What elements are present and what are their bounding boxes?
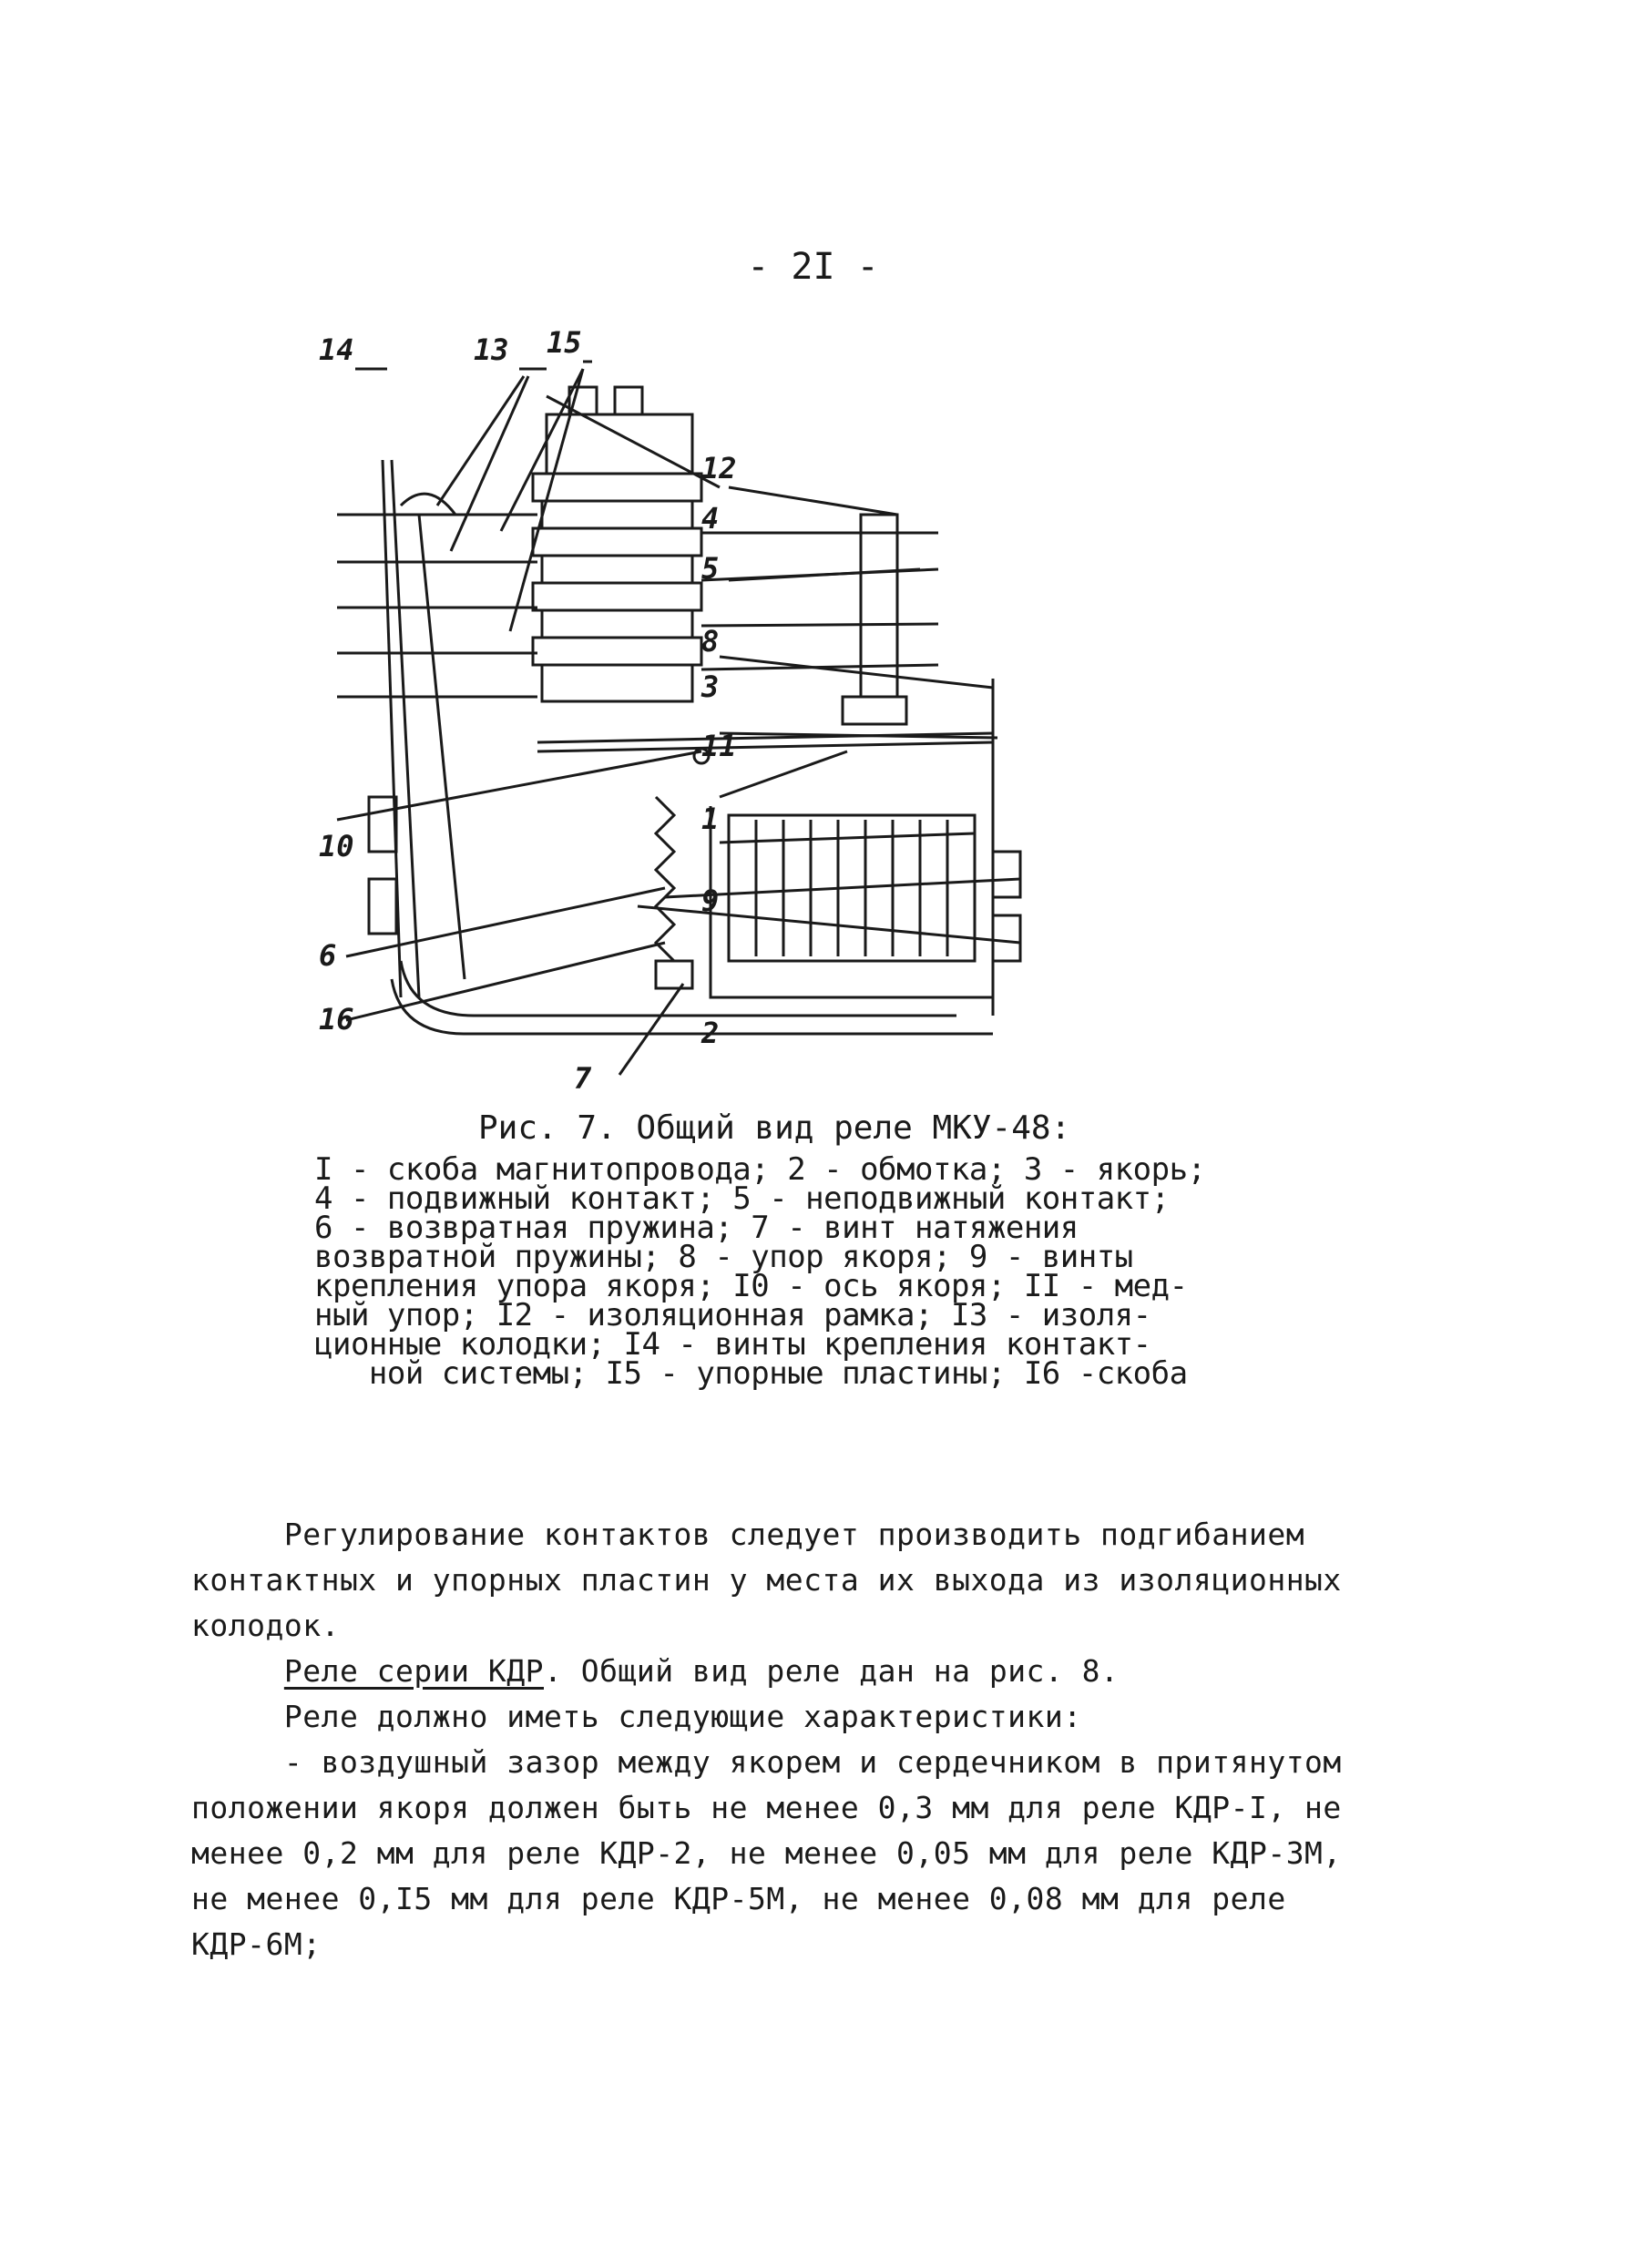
paragraph-line: контактных и упорных пластин у места их выхода из изоляционных (191, 1562, 1342, 1598)
label-2: 2 (701, 1016, 720, 1050)
paragraph-line: КДР-6М; (191, 1926, 322, 1962)
label-16: 16 (319, 1002, 354, 1037)
label-10: 10 (319, 829, 354, 863)
legend-line: ционные колодки; I4 - винты крепления контакт- (314, 1326, 1151, 1363)
page-number: - 2I - (747, 246, 879, 288)
legend-line: 6 - возвратная пружина; 7 - винт натяжения (314, 1210, 1079, 1246)
series-heading-line (191, 1649, 1348, 1694)
label-7: 7 (574, 1061, 592, 1096)
figure-legend (314, 1151, 1234, 1392)
label-9: 9 (701, 884, 720, 918)
paragraph-line: положении якоря должен быть не менее 0,3 мм для реле КДР-I, не (191, 1790, 1342, 1825)
figure-caption-title: Рис. 7. Общий вид реле МКУ-48: (478, 1109, 1071, 1147)
paragraph-line: - воздушный зазор между якорем и сердечником в притянутом (191, 1744, 1342, 1780)
label-8: 8 (701, 624, 720, 659)
paragraph-line: не менее 0,I5 мм для реле КДР-5М, не менее 0,08 мм для реле (191, 1881, 1286, 1916)
label-11: 11 (701, 729, 737, 763)
label-12: 12 (701, 451, 737, 485)
legend-line: возвратной пружины; 8 - упор якоря; 9 - винты (314, 1239, 1133, 1275)
legend-line: крепления упора якоря; I0 - ось якоря; II - мед- (314, 1268, 1188, 1304)
label-3: 3 (701, 669, 720, 704)
label-5: 5 (701, 551, 720, 586)
legend-line: ный упор; I2 - изоляционная рамка; I3 - изоля- (314, 1297, 1151, 1333)
label-13: 13 (474, 332, 509, 367)
paragraph-line: Реле должно иметь следующие характеристики: (191, 1699, 1082, 1734)
return-spring (656, 797, 674, 961)
insulating-frame (861, 515, 897, 697)
relay-figure (301, 323, 1166, 1116)
series-heading-rest: . Общий вид реле дан на рис. 8. (544, 1653, 1120, 1689)
legend-line: I - скоба магнитопровода; 2 - обмотка; 3 - якорь; (314, 1151, 1206, 1188)
label-4: 4 (701, 501, 720, 536)
series-heading: Реле серии КДР (283, 1653, 544, 1689)
relay-drawing (301, 323, 1166, 1116)
insulating-block (533, 474, 701, 501)
paragraph-line: колодок. (191, 1608, 340, 1643)
label-1: 1 (701, 802, 720, 836)
label-6: 6 (319, 938, 337, 973)
paragraph-line: менее 0,2 мм для реле КДР-2, не менее 0,05 мм для реле КДР-3М, (191, 1835, 1342, 1871)
legend-line: 4 - подвижный контакт; 5 - неподвижный контакт; (314, 1180, 1170, 1217)
label-14: 14 (319, 332, 354, 367)
body-text (191, 1512, 1348, 1967)
legend-line: ной системы; I5 - упорные пластины; I6 -скоба (314, 1355, 1188, 1392)
paragraph-line: Регулирование контактов следует производить подгибанием (191, 1517, 1305, 1552)
label-15: 15 (547, 325, 582, 360)
